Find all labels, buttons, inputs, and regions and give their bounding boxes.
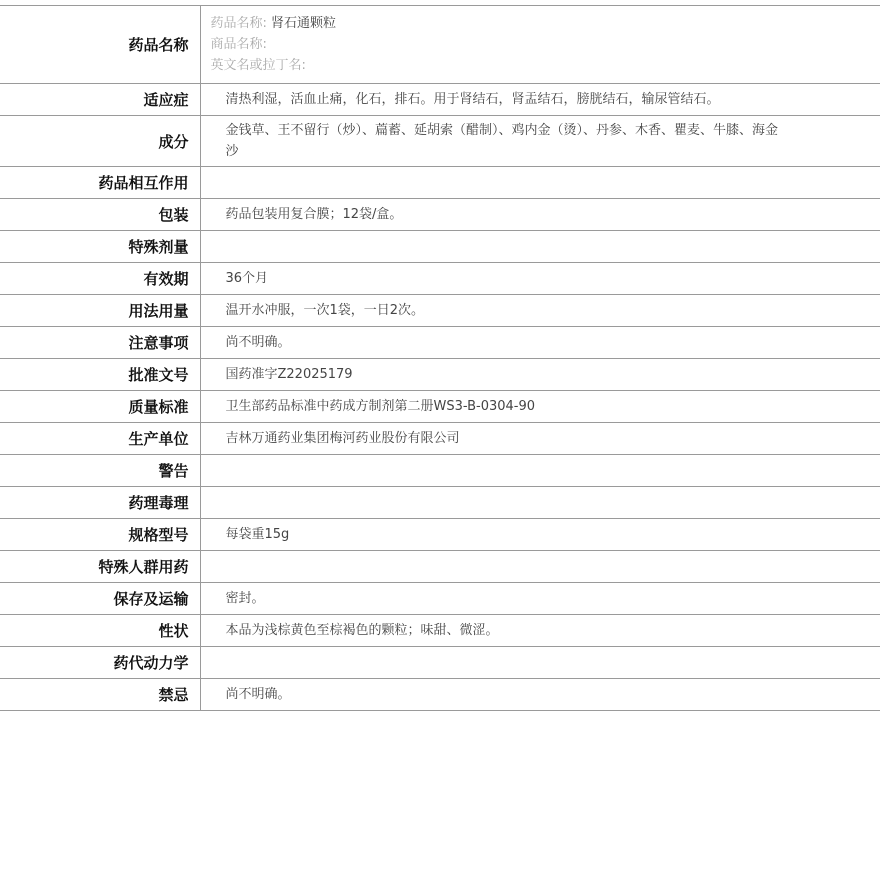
row-value: 国药准字Z22025179 [200,359,880,391]
row-label: 保存及运输 [0,583,200,615]
row-value [200,455,880,487]
row-label: 药代动力学 [0,647,200,679]
row-label: 药品名称 [0,6,200,84]
row-label: 有效期 [0,263,200,295]
row-label: 药品相互作用 [0,167,200,199]
row-value: 金钱草、王不留行（炒）、萹蓄、延胡索（醋制）、鸡内金（烫）、丹参、木香、瞿麦、牛膝、海金沙 [200,116,880,167]
row-label: 药理毒理 [0,487,200,519]
drug-name-block [201,13,880,76]
row-label: 包装 [0,199,200,231]
row-value: 吉林万通药业集团梅河药业股份有限公司 [200,423,880,455]
row-drug-name [0,6,880,84]
row-pharmacokinetics [0,647,880,679]
row-quality-standard [0,391,880,423]
row-label: 批准文号 [0,359,200,391]
row-label: 生产单位 [0,423,200,455]
row-shelf-life [0,263,880,295]
row-value [200,167,880,199]
row-specification [0,519,880,551]
row-indications [0,84,880,116]
row-label: 特殊人群用药 [0,551,200,583]
name-field-label: 药品名称: [210,16,267,31]
row-usage [0,295,880,327]
row-value: 清热利湿，活血止痛，化石，排石。用于肾结石，肾盂结石，膀胱结石，输尿管结石。 [200,84,880,116]
row-value [200,487,880,519]
row-appearance [0,615,880,647]
row-value: 本品为浅棕黄色至棕褐色的颗粒；味甜、微涩。 [200,615,880,647]
row-ingredients [0,116,880,167]
drug-spec-table [0,5,880,711]
row-value [200,6,880,84]
row-packaging [0,199,880,231]
row-storage [0,583,880,615]
row-contraindications [0,679,880,711]
row-value: 尚不明确。 [200,327,880,359]
row-approval-number [0,359,880,391]
row-label: 成分 [0,116,200,167]
row-special-dosage [0,231,880,263]
row-label: 警告 [0,455,200,487]
row-label: 禁忌 [0,679,200,711]
row-manufacturer [0,423,880,455]
row-value: 温开水冲服，一次1袋，一日2次。 [200,295,880,327]
row-value: 药品包装用复合膜；12袋/盒。 [200,199,880,231]
row-value: 卫生部药品标准中药成方制剂第二册WS3-B-0304-90 [200,391,880,423]
row-interactions [0,167,880,199]
row-value: 36个月 [200,263,880,295]
row-pharmacology [0,487,880,519]
row-value: 密封。 [200,583,880,615]
row-value: 每袋重15g [200,519,880,551]
row-label: 特殊剂量 [0,231,200,263]
row-label: 规格型号 [0,519,200,551]
row-label: 性状 [0,615,200,647]
row-label: 质量标准 [0,391,200,423]
row-label: 注意事项 [0,327,200,359]
english-name-label: 英文名或拉丁名: [210,58,306,73]
row-value [200,551,880,583]
row-value: 尚不明确。 [200,679,880,711]
row-warning [0,455,880,487]
row-label: 用法用量 [0,295,200,327]
row-precautions [0,327,880,359]
name-value: 肾石通颗粒 [271,16,337,31]
trade-name-label: 商品名称: [210,37,267,52]
row-value [200,231,880,263]
row-value [200,647,880,679]
row-special-populations [0,551,880,583]
row-label: 适应症 [0,84,200,116]
